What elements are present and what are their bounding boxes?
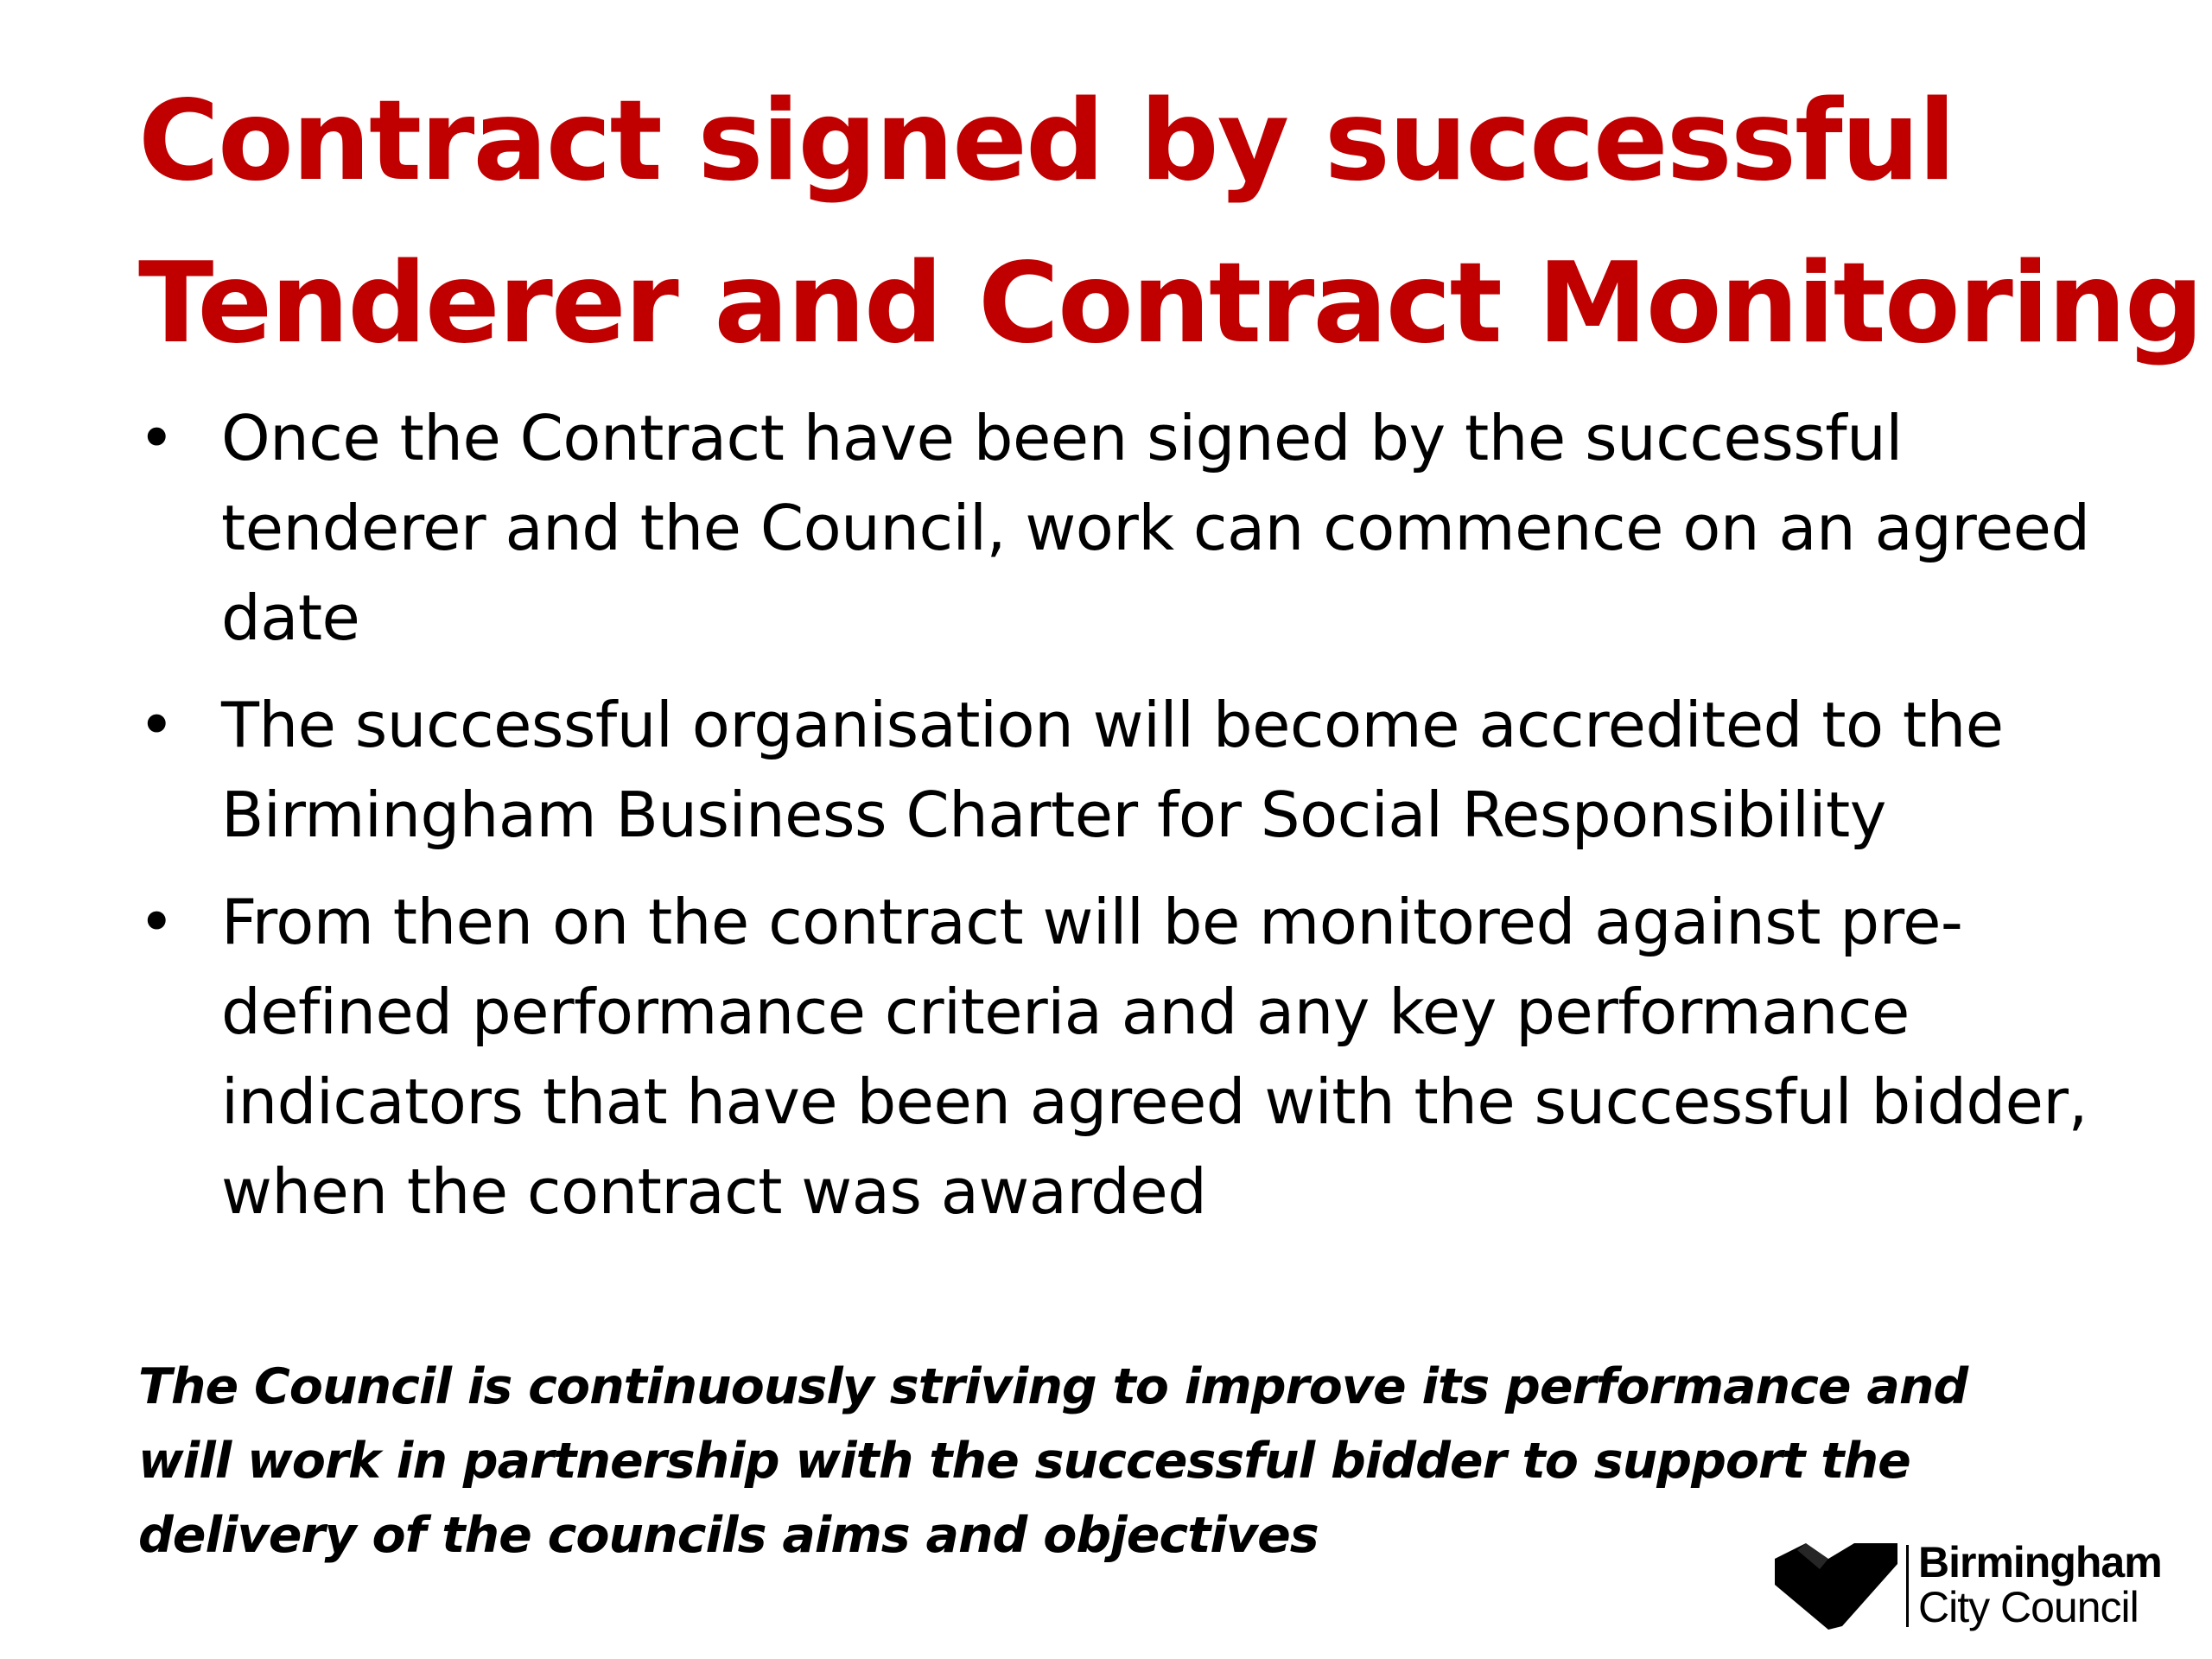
bullet-item	[138, 680, 2091, 860]
birmingham-city-council-logo	[1771, 1538, 2186, 1633]
closing-statement: The Council is continuously striving to improve its performance and will work in partnership with the successful bidder to support the delivery of the councils aims and objectives	[138, 1358, 1968, 1564]
bullet-text: Once the Contract have been signed by the successful tenderer and the Council, work can commence on an agreed date	[221, 402, 2090, 654]
bullet-point: •	[138, 402, 175, 474]
bullet-text: The successful organisation will become accredited to the Birmingham Business Charter for Social Responsibility	[221, 689, 2004, 851]
slide-title-line-1: Contract signed by successful	[138, 77, 1955, 206]
logo-subtitle: City Council	[1918, 1583, 2139, 1631]
bullet-text: From then on the contract will be monitored against pre-defined performance criteria and any key performance indicators that have been agreed with the successful bidder, when the contract was awarded	[221, 886, 2088, 1228]
logo-divider	[1906, 1545, 1909, 1627]
heart-logo-icon	[1771, 1540, 1901, 1630]
bullet-point: •	[138, 689, 175, 761]
slide-title-line-2: Tenderer and Contract Monitoring	[138, 239, 2202, 368]
logo-name: Birmingham	[1918, 1538, 2162, 1586]
bullet-list	[138, 393, 2091, 1254]
bullet-item	[138, 393, 2091, 663]
slide-title	[138, 60, 2202, 385]
bullet-item	[138, 877, 2091, 1236]
bullet-point: •	[138, 886, 175, 958]
